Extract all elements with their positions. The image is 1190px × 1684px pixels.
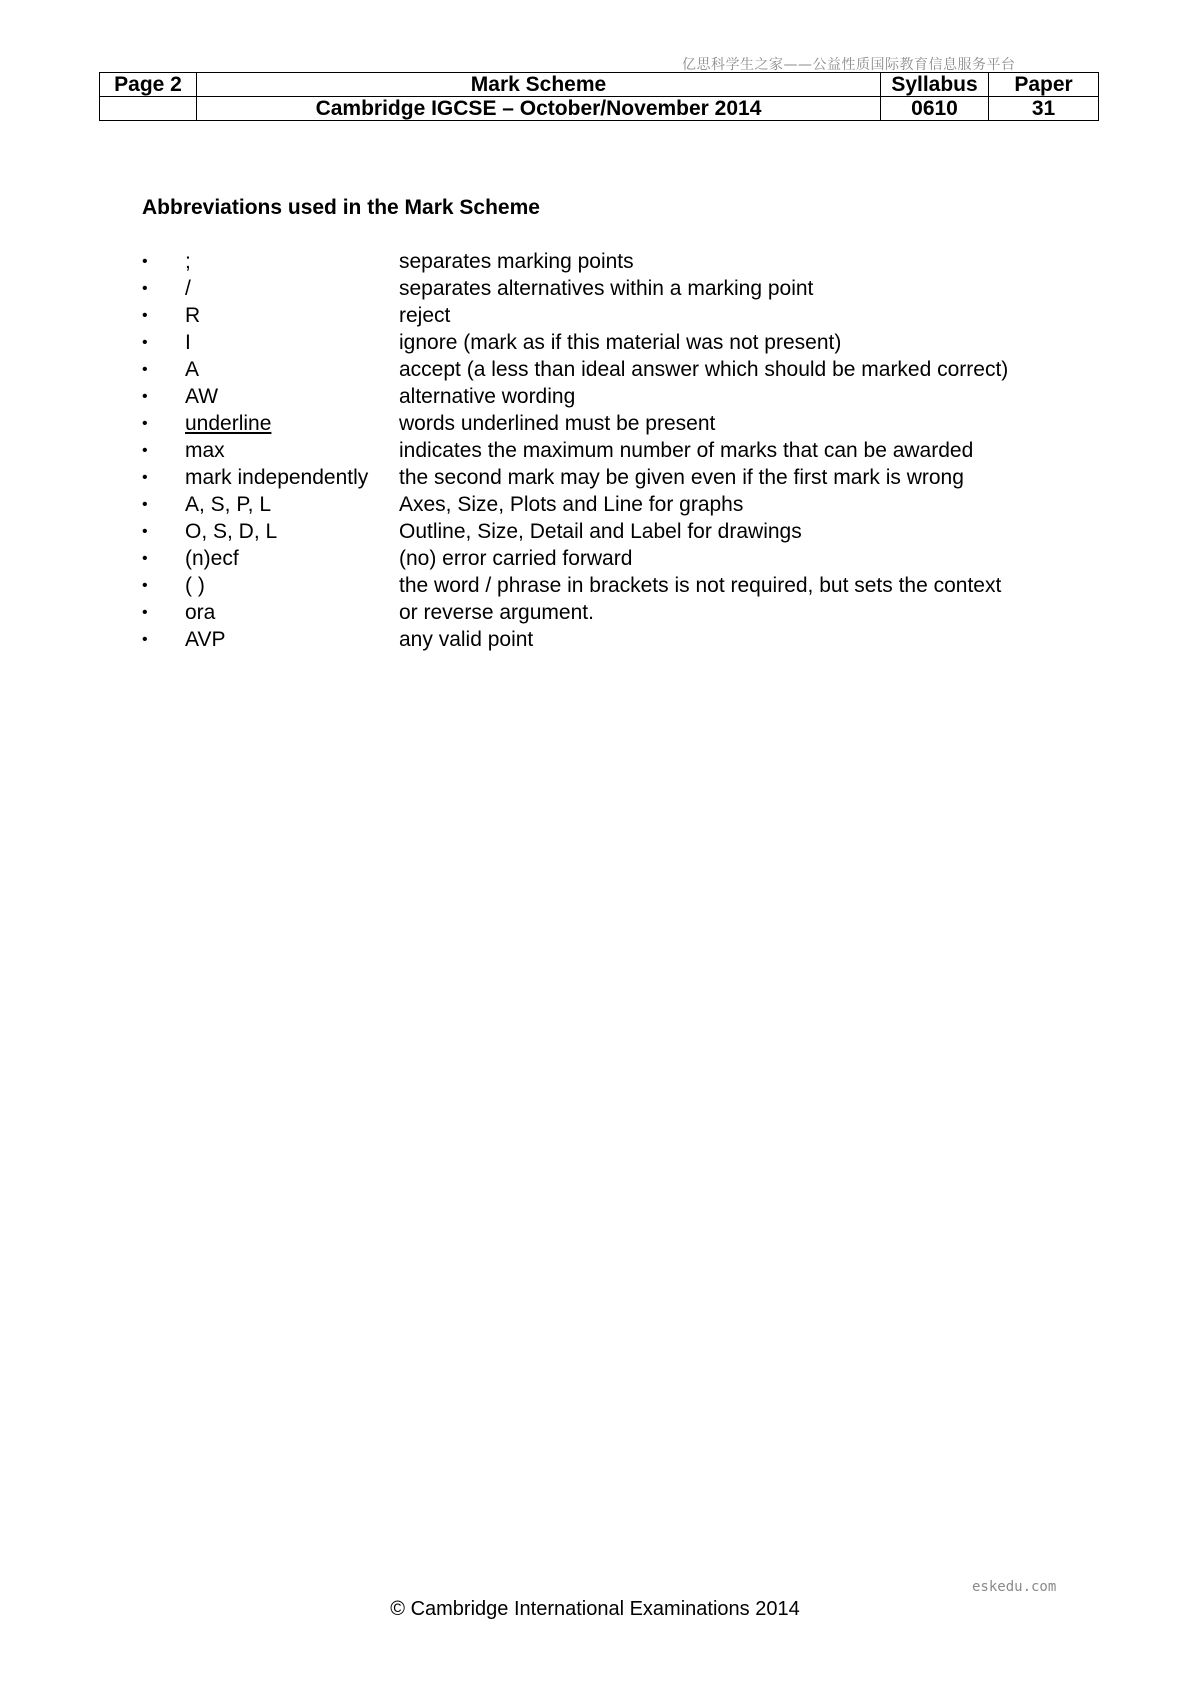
abbreviation-term: AW (185, 385, 219, 408)
abbreviation-meaning: indicates the maximum number of marks that can be awarded (399, 439, 974, 462)
abbreviation-meaning: any valid point (399, 628, 534, 651)
bullet-icon: • (142, 307, 148, 324)
abbreviation-term: ( ) (185, 574, 205, 597)
abbreviation-term: / (185, 277, 191, 300)
abbreviation-meaning: separates marking points (399, 250, 634, 273)
paper-value: 31 (989, 97, 1099, 121)
document-subtitle: Cambridge IGCSE – October/November 2014 (197, 97, 881, 121)
bullet-icon: • (142, 496, 148, 513)
abbreviation-term: ora (185, 601, 216, 624)
abbreviation-term: O, S, D, L (185, 520, 278, 543)
bullet-icon: • (142, 415, 148, 432)
abbreviation-term: max (185, 439, 225, 462)
bullet-icon: • (142, 280, 148, 297)
abbreviation-meaning: ignore (mark as if this material was not present) (399, 331, 842, 354)
abbreviation-meaning: separates alternatives within a marking point (399, 277, 814, 300)
abbreviation-meaning: the word / phrase in brackets is not required, but sets the context (399, 574, 1002, 597)
abbreviation-term: (n)ecf (185, 547, 239, 570)
paper-label: Paper (989, 73, 1099, 97)
abbreviation-meaning: the second mark may be given even if the first mark is wrong (399, 466, 964, 489)
watermark-top: 亿思科学生之家——公益性质国际教育信息服务平台 (682, 57, 1016, 73)
bullet-icon: • (142, 388, 148, 405)
abbreviation-meaning: (no) error carried forward (399, 547, 633, 570)
bullet-icon: • (142, 577, 148, 594)
abbreviation-term: underline (185, 412, 272, 435)
bullet-icon: • (142, 361, 148, 378)
bullet-icon: • (142, 469, 148, 486)
bullet-icon: • (142, 253, 148, 270)
bullet-icon: • (142, 604, 148, 621)
copyright-footer: © Cambridge International Examinations 2014 (390, 1598, 800, 1620)
abbreviation-term: R (185, 304, 201, 327)
section-heading: Abbreviations used in the Mark Scheme (142, 196, 540, 219)
bullet-icon: • (142, 523, 148, 540)
abbreviation-term: A, S, P, L (185, 493, 271, 516)
bullet-icon: • (142, 550, 148, 567)
document-title: Mark Scheme (197, 73, 881, 97)
abbreviation-meaning: accept (a less than ideal answer which should be marked correct) (399, 358, 1009, 381)
bullet-icon: • (142, 334, 148, 351)
header-table (99, 72, 1099, 121)
abbreviation-term: ; (185, 250, 191, 273)
bullet-icon: • (142, 442, 148, 459)
header-empty-cell (100, 97, 197, 121)
abbreviation-meaning: alternative wording (399, 385, 576, 408)
syllabus-label: Syllabus (881, 73, 989, 97)
abbreviation-meaning: words underlined must be present (399, 412, 716, 435)
syllabus-value: 0610 (881, 97, 989, 121)
abbreviation-meaning: Axes, Size, Plots and Line for graphs (399, 493, 744, 516)
abbreviation-term: AVP (185, 628, 226, 651)
abbreviation-term: mark independently (185, 466, 369, 489)
bullet-icon: • (142, 631, 148, 648)
abbreviation-term: A (185, 358, 200, 381)
abbreviation-meaning: reject (399, 304, 451, 327)
watermark-bottom: eskedu.com (972, 1579, 1057, 1595)
page-number: Page 2 (100, 73, 197, 97)
abbreviation-meaning: or reverse argument. (399, 601, 594, 624)
abbreviation-term: I (185, 331, 191, 354)
abbreviation-meaning: Outline, Size, Detail and Label for drawings (399, 520, 802, 543)
